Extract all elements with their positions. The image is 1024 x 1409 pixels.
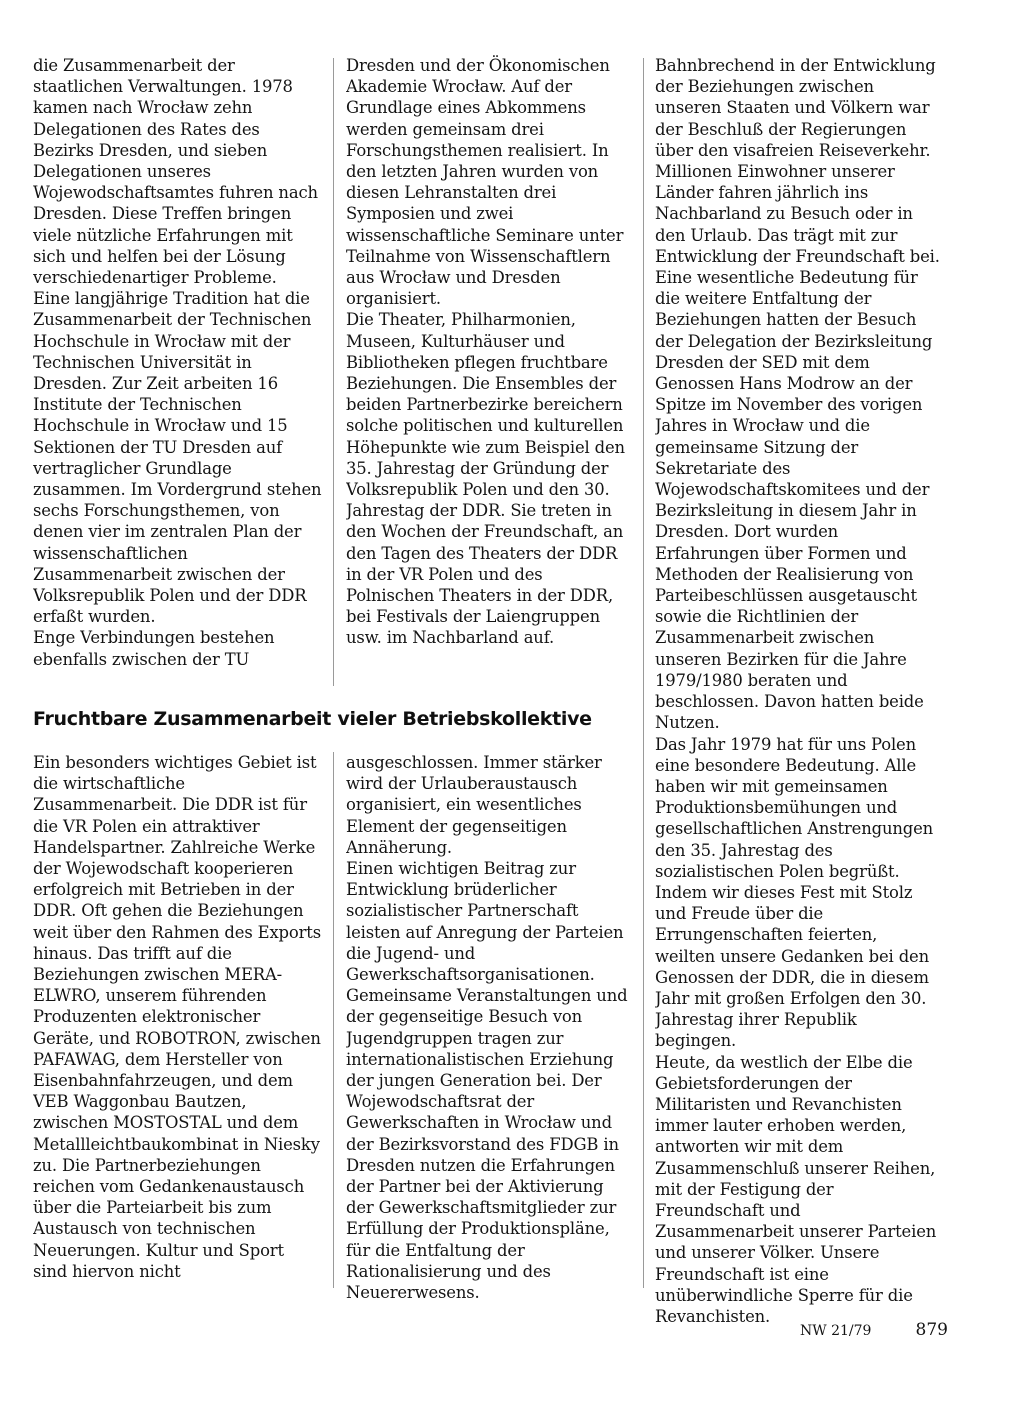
page-number: 879	[915, 1320, 948, 1340]
text-column-top-left: die Zusammenarbeit der staatlichen Verwaltungen. 1978 kamen nach Wrocław zehn Delegationen des Rates des Bezirks Dresden, und sieben Delegationen unseres Wojewodschaftsamtes fuhren nach Dresden. Diese Treffen bringen viele nützliche Erfahrungen mit sich und helfen bei der Lösung verschiedenartiger Probleme. Eine langjährige Tradition hat die Zusammenarbeit der Technischen Hochschule in Wrocław mit der Technischen Universität in Dresden. Zur Zeit arbeiten 16 Institute der Technischen Hochschule in Wrocław und 15 Sektionen der TU Dresden auf vertraglicher Grundlage zusammen. Im Vordergrund stehen sechs Forschungsthemen, von denen vier im zentralen Plan der wissenschaftlichen Zusammenarbeit zwischen der Volksrepublik Polen und der DDR erfaßt wurden. Enge Verbindungen bestehen ebenfalls zwischen der TU	[33, 56, 322, 669]
column-rule-bottom	[333, 752, 334, 1288]
issue-label: NW 21/79	[800, 1323, 872, 1339]
text-column-bottom-left: Ein besonders wichtiges Gebiet ist die wirtschaftliche Zusammenarbeit. Die DDR ist für die VR Polen ein attraktiver Handelspartner. Zahlreiche Werke der Wojewodschaft kooperieren erfolgreich mit Betrieben in der DDR. Oft gehen die Beziehungen weit über den Rahmen des Exports hinaus. Das trifft auf die Beziehungen zwischen MERA-ELWRO, unserem führenden Produzenten elektronischer Geräte, und ROBOTRON, zwischen PAFAWAG, dem Hersteller von Eisenbahnfahrzeugen, und dem VEB Waggonbau Bautzen, zwischen MOSTOSTAL und dem Metallleichtbaukombinat in Niesky zu. Die Partnerbeziehungen reichen vom Gedankenaustausch über die Parteiarbeit bis zum Austausch von technischen Neuerungen. Kultur und Sport sind hiervon nicht	[33, 753, 321, 1281]
page-footer	[800, 1320, 948, 1340]
section-heading: Fruchtbare Zusammenarbeit vieler Betriebskollektive	[33, 708, 592, 730]
column-rule-top	[333, 58, 334, 686]
column-rule-right	[643, 58, 644, 1288]
text-column-bottom-middle: ausgeschlossen. Immer stärker wird der Urlauberaustausch organisiert, ein wesentliches Element der gegenseitigen Annäherung. Einen wichtigen Beitrag zur Entwicklung brüderlicher sozialistischer Partnerschaft leisten auf Anregung der Parteien die Jugend- und Gewerkschaftsorganisationen. Gemeinsame Veranstaltungen und der gegenseitige Besuch von Jugendgruppen tragen zur internationalistischen Erziehung der jungen Generation bei. Der Wojewodschaftsrat der Gewerkschaften in Wrocław und der Bezirksvorstand des FDGB in Dresden nutzen die Erfahrungen der Partner bei der Aktivierung der Gewerkschaftsmitglieder zur Erfüllung der Produktionspläne, für die Entfaltung der Rationalisierung und des Neuererwesens.	[346, 753, 628, 1303]
text-column-top-middle: Dresden und der Ökonomischen Akademie Wrocław. Auf der Grundlage eines Abkommens werden gemeinsam drei Forschungsthemen realisiert. In den letzten Jahren wurden von diesen Lehranstalten drei Symposien und zwei wissenschaftliche Seminare unter Teilnahme von Wissenschaftlern aus Wrocław und Dresden organisiert. Die Theater, Philharmonien, Museen, Kulturhäuser und Bibliotheken pflegen fruchtbare Beziehungen. Die Ensembles der beiden Partnerbezirke bereichern solche politischen und kulturellen Höhepunkte wie zum Beispiel den 35. Jahrestag der Gründung der Volksrepublik Polen und den 30. Jahrestag der DDR. Sie treten in den Wochen der Freundschaft, an den Tagen des Theaters der DDR in der VR Polen und des Polnischen Theaters in der DDR, bei Festivals der Laiengruppen usw. im Nachbarland auf.	[346, 56, 625, 648]
text-column-right: Bahnbrechend in der Entwicklung der Beziehungen zwischen unseren Staaten und Völkern war der Beschluß der Regierungen über den visafreien Reiseverkehr. Millionen Einwohner unserer Länder fahren jährlich ins Nachbarland zu Besuch oder in den Urlaub. Das trägt mit zur Entwicklung der Freundschaft bei. Eine wesentliche Bedeutung für die weitere Entfaltung der Beziehungen hatten der Besuch der Delegation der Bezirksleitung Dresden der SED mit dem Genossen Hans Modrow an der Spitze im November des vorigen Jahres in Wrocław und die gemeinsame Sitzung der Sekretariate des Wojewodschaftskomitees und der Bezirksleitung in diesem Jahr in Dresden. Dort wurden Erfahrungen über Formen und Methoden der Realisierung von Parteibeschlüssen ausgetauscht sowie die Richtlinien der Zusammenarbeit zwischen unseren Bezirken für die Jahre 1979/1980 beraten und beschlossen. Davon hatten beide Nutzen. Das Jahr 1979 hat für uns Polen eine besondere Bedeutung. Alle haben wir mit gemeinsamen Produktionsbemühungen und gesellschaftlichen Anstrengungen den 35. Jahrestag des sozialistischen Polen begrüßt. Indem wir dieses Fest mit Stolz und Freude über die Errungenschaften feierten, weilten unsere Gedanken bei den Genossen der DDR, die in diesem Jahr mit großen Erfolgen den 30. Jahrestag ihrer Republik begingen. Heute, da westlich der Elbe die Gebietsforderungen der Militaristen und Revanchisten immer lauter erhoben werden, antworten wir mit dem Zusammenschluß unserer Reihen, mit der Festigung der Freundschaft und Zusammenarbeit unserer Parteien und unserer Völker. Unsere Freundschaft ist eine unüberwindliche Sperre für die Revanchisten.	[655, 56, 940, 1326]
